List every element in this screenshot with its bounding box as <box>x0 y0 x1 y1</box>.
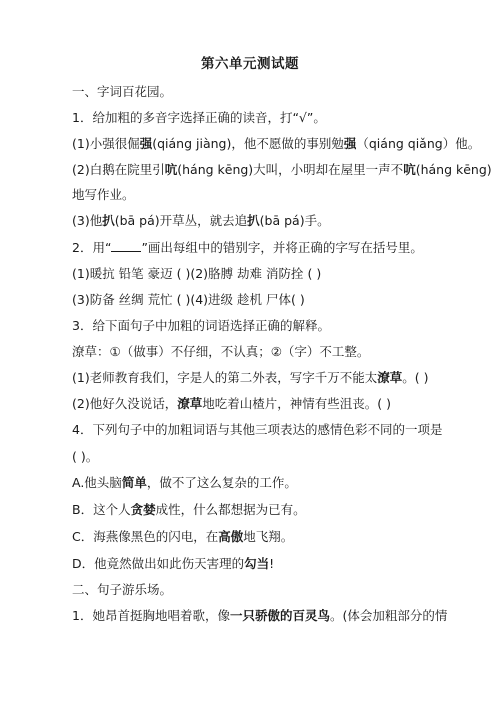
question-3-stem: 3．给下面句子中加粗的词语选择正确的解释。 <box>72 318 330 333</box>
section-heading-1: 一、字词百花园。 <box>72 84 173 99</box>
question-1-item-2: (2)白鹅在院里引吭(háng kēng)大叫，小明却在屋里一声不吭(háng kēng) <box>72 162 492 177</box>
question-4-option-d: D．他竟然做出如此伤天害理的勾当! <box>72 556 275 571</box>
underline-blank <box>111 240 141 252</box>
question-1-item-3: (3)他扒(bā pá)开草丛，就去追扒(bā pá)手。 <box>72 213 330 228</box>
question-2-row-1: (1)暖抗 铅笔 豪迈 ( )(2)胳膊 劫难 消防拴 ( ) <box>72 266 322 281</box>
question-1-item-1: (1)小强很倔强(qiáng jiàng)，他不愿做的事别勉强（qiáng qiǎng）他。 <box>72 136 481 151</box>
question-4-option-c: C．海燕像黑色的闪电，在高傲地飞翔。 <box>72 529 294 544</box>
question-2-row-2: (3)防备 丝绸 荒忙 ( )(4)进级 趁机 尸体( ) <box>72 292 305 307</box>
question-4-answer-blank: ( )。 <box>72 449 99 464</box>
question-1-item-2-continued: 地写作业。 <box>72 187 135 202</box>
question-4-option-b: B．这个人贪婪成性，什么都想据为已有。 <box>72 502 306 517</box>
question-2-stem: 2．用“ ”画出每组中的错别字，并将正确的字写在括号里。 <box>72 240 423 255</box>
question-3-item-1: (1)老师教育我们，字是人的第二外表，写字千万不能太潦草。( ) <box>72 370 429 385</box>
question-3-definition: 潦草：①（做事）不仔细，不认真；②（字）不工整。 <box>72 344 370 359</box>
section-heading-2: 二、句子游乐场。 <box>72 582 173 597</box>
section-2-question-1: 1．她昂首挺胸地唱着歌，像一只骄傲的百灵鸟。(体会加粗部分的情 <box>72 608 448 623</box>
page-title: 第六单元测试题 <box>201 56 299 72</box>
question-4-option-a: A.他头脑简单，做不了这么复杂的工作。 <box>72 475 297 490</box>
question-1-stem: 1．给加粗的多音字选择正确的读音，打“√”。 <box>72 110 326 125</box>
question-4-stem: 4．下列句子中的加粗词语与其他三项表达的感情色彩不同的一项是 <box>72 422 443 437</box>
question-3-item-2: (2)他好久没说话，潦草地吃着山楂片，神情有些沮丧。( ) <box>72 396 391 411</box>
